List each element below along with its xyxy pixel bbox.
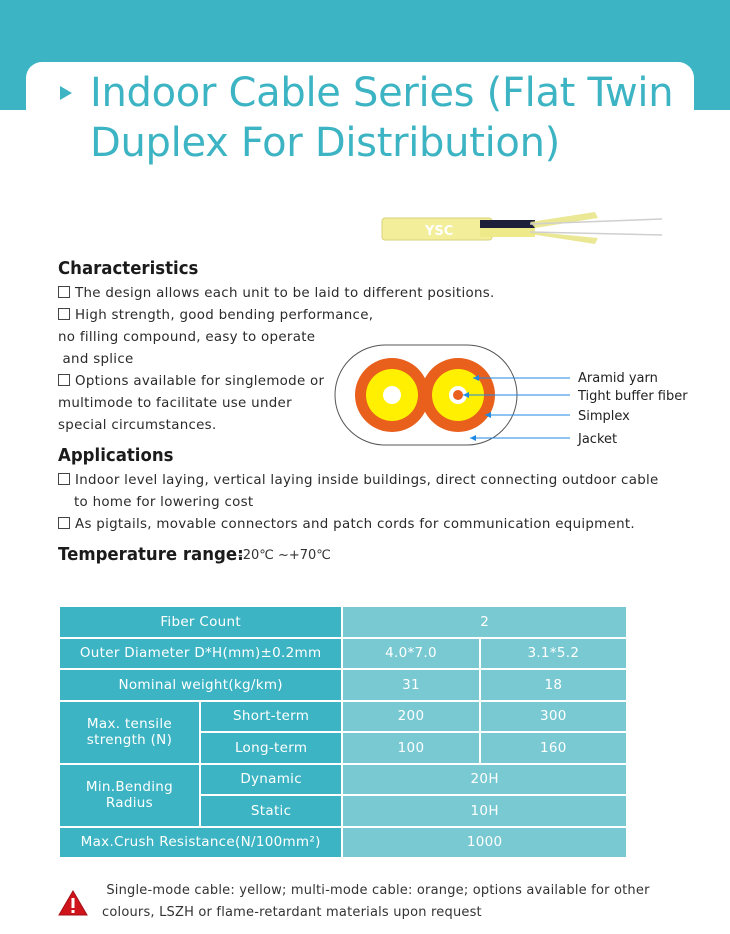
footer-note: [102, 880, 650, 924]
characteristic-item: and splice: [58, 352, 134, 367]
characteristics-heading: Characteristics: [58, 258, 199, 279]
table-row: [59, 606, 627, 638]
table-cell: 18: [480, 669, 627, 701]
table-cell: Fiber Count: [59, 606, 342, 638]
characteristic-item: special circumstances.: [58, 418, 217, 433]
cable-brand-text: YSC: [425, 224, 454, 239]
label-jacket: Jacket: [578, 432, 618, 447]
cable-product-image: [380, 210, 670, 250]
checkbox-icon: [58, 308, 70, 320]
temperature-value: -20℃ ~+70℃: [238, 548, 331, 563]
characteristic-item: multimode to facilitate use under: [58, 396, 292, 411]
table-row: [59, 701, 627, 733]
page-title-line2: Duplex For Distribution): [90, 120, 560, 166]
table-cell: Long-term: [200, 732, 342, 764]
spec-table: [58, 605, 628, 859]
checkbox-icon: [58, 517, 70, 529]
table-cell: 4.0*7.0: [342, 638, 479, 670]
table-cell: 3.1*5.2: [480, 638, 627, 670]
table-cell: 1000: [342, 827, 627, 859]
table-cell: 300: [480, 701, 627, 733]
checkbox-icon: [58, 473, 70, 485]
table-cell: Dynamic: [200, 764, 342, 796]
table-cell: Max. tensile strength (N): [59, 701, 200, 764]
table-cell: 10H: [342, 795, 627, 827]
footer-note-line2: colours, LSZH or flame-retardant materials upon request: [102, 905, 482, 920]
checkbox-icon: [58, 286, 70, 298]
page-title-line1: Indoor Cable Series (Flat Twin: [90, 70, 674, 116]
application-item: to home for lowering cost: [74, 495, 254, 510]
table-row: [59, 827, 627, 859]
table-cell: Outer Diameter D*H(mm)±0.2mm: [59, 638, 342, 670]
table-cell: 20H: [342, 764, 627, 796]
table-cell: Short-term: [200, 701, 342, 733]
applications-list: [58, 470, 678, 536]
table-cell: Nominal weight(kg/km): [59, 669, 342, 701]
label-simplex: Simplex: [578, 409, 630, 424]
table-cell: 100: [342, 732, 479, 764]
table-cell: 31: [342, 669, 479, 701]
characteristic-item: High strength, good bending performance,: [58, 305, 508, 327]
characteristic-item: no filling compound, easy to operate: [58, 330, 316, 345]
table-cell: Static: [200, 795, 342, 827]
table-cell: 160: [480, 732, 627, 764]
application-item: As pigtails, movable connectors and patch cords for communication equipment.: [58, 514, 678, 536]
table-cell: Min.Bending Radius: [59, 764, 200, 827]
footer-note-line1: Single-mode cable: yellow; multi-mode cable: orange; options available for other: [102, 883, 650, 898]
table-cell: 200: [342, 701, 479, 733]
application-item: Indoor level laying, vertical laying inside buildings, direct connecting outdoor cable: [58, 470, 678, 492]
title-bullet-icon: [60, 86, 72, 100]
label-aramid-yarn: Aramid yarn: [578, 371, 658, 386]
page-title: [90, 68, 700, 168]
table-cell: Max.Crush Resistance(N/100mm²): [59, 827, 342, 859]
table-row: [59, 638, 627, 670]
checkbox-icon: [58, 374, 70, 386]
characteristic-item: The design allows each unit to be laid to different positions.: [58, 283, 508, 305]
characteristic-item: Options available for singlemode or: [58, 371, 508, 393]
cable-cross-section-diagram: [330, 340, 700, 455]
temperature-label: Temperature range:: [58, 544, 244, 565]
applications-heading: Applications: [58, 445, 174, 466]
table-row: [59, 669, 627, 701]
label-tight-buffer-fiber: Tight buffer fiber: [578, 389, 688, 404]
warning-icon: [58, 890, 88, 916]
table-cell: 2: [342, 606, 627, 638]
table-row: [59, 764, 627, 796]
